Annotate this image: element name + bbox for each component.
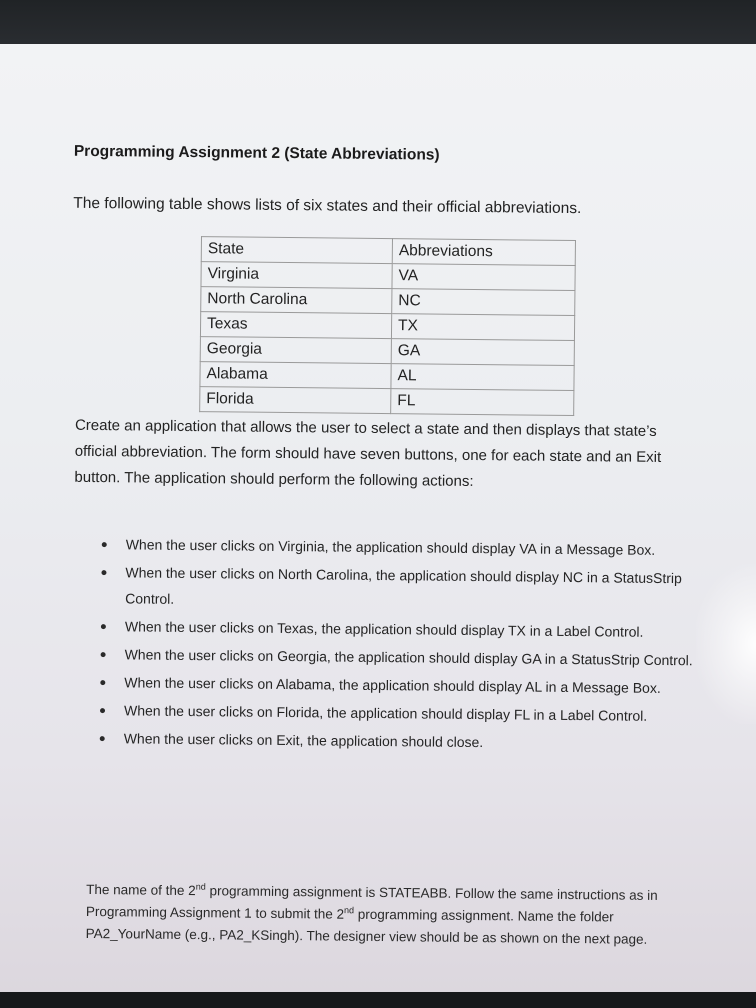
table-row (201, 287, 575, 316)
bullet-icon (102, 542, 107, 547)
state-cell: Alabama (200, 362, 391, 389)
instructions-paragraph: Create an application that allows the user to select a state and then displays that state’s official abbreviation. The form should have seven buttons, one for each state and an Exit button. The application should perform the following actions: (74, 416, 662, 490)
table-row (200, 387, 574, 416)
footer-text-3: programming assignment. Name the folder PA2_YourName (e.g., PA2_KSingh). The designer view should be as shown on the next page. (85, 906, 648, 947)
monitor-bezel-bottom (0, 992, 756, 1008)
list-item-text: When the user clicks on Exit, the application should close. (123, 730, 484, 751)
intro-text: The following table shows lists of six states and their official abbreviations. (73, 194, 582, 218)
state-cell: North Carolina (201, 287, 392, 314)
actions-list (98, 531, 700, 759)
list-item-text: When the user clicks on Florida, the application should display FL in a Label Control. (123, 702, 648, 724)
list-item (99, 613, 699, 645)
table-row (201, 262, 575, 291)
document-page (0, 44, 756, 994)
abbr-cell: NC (392, 289, 575, 316)
table-row (200, 337, 574, 366)
states-table (199, 236, 576, 416)
list-item (98, 725, 698, 757)
bullet-icon (100, 680, 105, 685)
state-cell: Virginia (201, 262, 392, 289)
footer-sup-1: nd (195, 881, 206, 892)
list-item (98, 697, 698, 729)
table-row (200, 362, 574, 391)
table-header-row (201, 237, 575, 266)
abbr-cell: AL (391, 364, 574, 391)
submission-paragraph (86, 879, 677, 951)
monitor-bezel-top (0, 0, 756, 46)
list-item-text: When the user clicks on Georgia, the application should display GA in a StatusStrip Control. (124, 646, 693, 669)
bullet-icon (101, 570, 106, 575)
abbr-cell: TX (391, 314, 574, 341)
list-item (98, 641, 698, 673)
state-cell: Florida (200, 387, 391, 414)
assignment-title: Programming Assignment 2 (State Abbreviations) (73, 142, 440, 164)
list-item-text: When the user clicks on Texas, the application should display TX in a Label Control. (124, 618, 644, 640)
footer-text-1: The name of the 2 (86, 881, 196, 899)
table-row (200, 312, 574, 341)
list-item (98, 669, 698, 701)
bullet-icon (100, 736, 105, 741)
header-state: State (201, 237, 392, 264)
abbr-cell: VA (392, 264, 575, 291)
abbr-cell: FL (391, 389, 574, 416)
bullet-icon (101, 652, 106, 657)
footer-sup-2: nd (344, 905, 355, 916)
screen (0, 44, 756, 994)
list-item-text: When the user clicks on Alabama, the application should display AL in a Message Box. (124, 674, 661, 696)
header-abbreviations: Abbreviations (392, 239, 575, 266)
list-item (100, 531, 700, 563)
abbr-cell: GA (391, 339, 574, 366)
footer-text-2: programming assignment is STATEABB. Follow the same instructions as in Programming Assignment 1 to submit the 2 (85, 883, 658, 922)
state-cell: Texas (200, 312, 391, 339)
list-item-text: When the user clicks on Virginia, the application should display VA in a Message Box. (125, 536, 656, 558)
screen-glare (696, 564, 756, 724)
state-cell: Georgia (200, 337, 391, 364)
bullet-icon (101, 624, 106, 629)
list-item (99, 559, 700, 617)
bullet-icon (100, 708, 105, 713)
list-item-text: When the user clicks on North Carolina, the application should display NC in a StatusStrip Control. (125, 564, 682, 607)
